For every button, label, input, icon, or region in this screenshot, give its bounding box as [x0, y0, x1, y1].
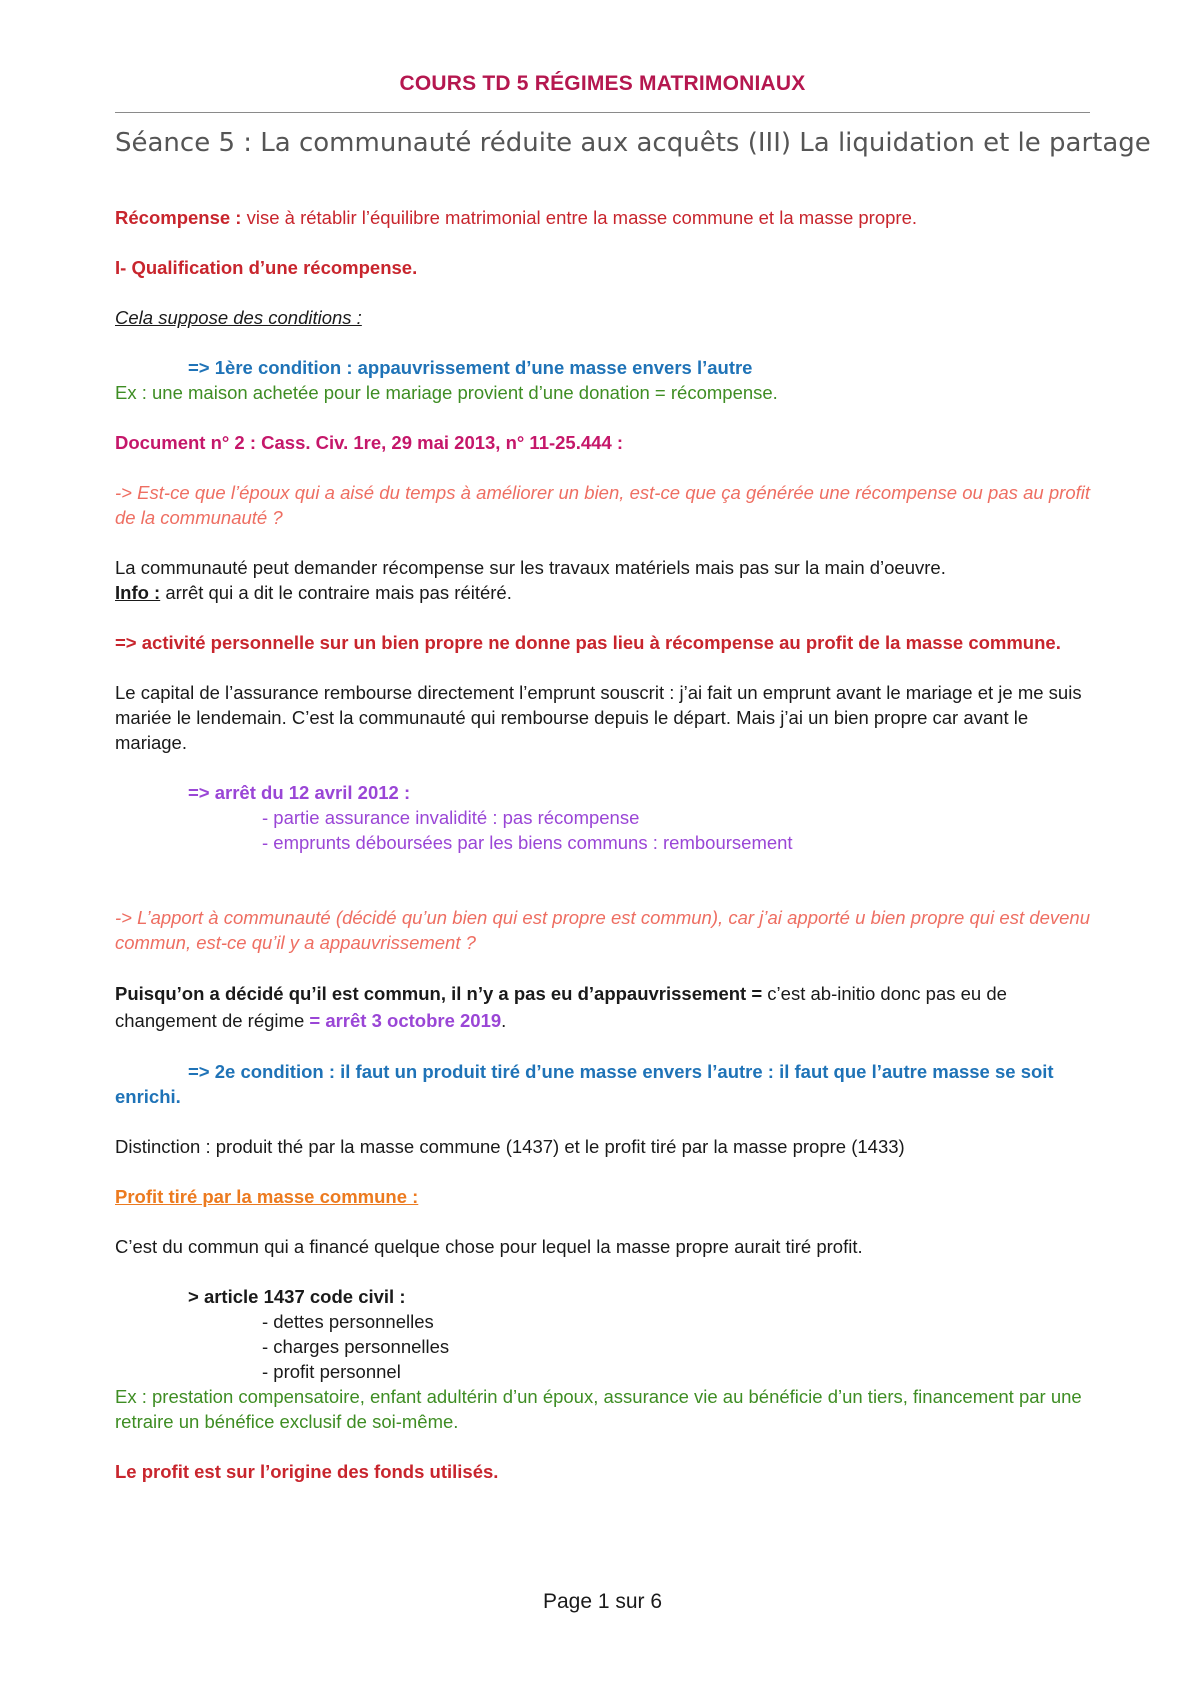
info-text: arrêt qui a dit le contraire mais pas réitéré. [160, 582, 512, 603]
assurance-paragraph: Le capital de l’assurance rembourse directement l’emprunt souscrit : j’ai fait un emprunt avant le mariage et je me suis mariée le lendemain. C’est la communauté qui rembourse depuis le départ. Mais j’ai un bien propre car avant le mariage. [115, 682, 1082, 753]
article-item: - dettes personnelles [262, 1311, 434, 1332]
section-heading: I- Qualification d’une récompense. [115, 257, 418, 278]
profit-heading: Profit tiré par la masse commune : [115, 1186, 419, 1207]
article-reference: > article 1437 code civil : [188, 1286, 406, 1307]
answer-two-end: . [501, 1010, 507, 1031]
example-two: Ex : prestation compensatoire, enfant adultérin d’un époux, assurance vie au bénéficie d’un tiers, financement par une retraire un bénéfice exclusif de soi-même. [115, 1386, 1082, 1432]
info-label: Info : [115, 582, 161, 603]
session-title: Séance 5 : La communauté réduite aux acquêts (III) La liquidation et le partage [115, 128, 1151, 158]
answer-one: La communauté peut demander récompense sur les travaux matériels mais pas sur la main d’oeuvre. [115, 557, 946, 578]
arret-2012-item: - emprunts déboursées par les biens communs : remboursement [262, 832, 793, 853]
conclusion: Le profit est sur l’origine des fonds utilisés. [115, 1461, 499, 1482]
course-title: COURS TD 5 RÉGIMES MATRIMONIAUX [399, 72, 806, 95]
question-one: -> Est-ce que l’époux qui a aisé du temps à améliorer un bien, est-ce que ça générée une récompense ou pas au profit de la communauté ? [115, 482, 1090, 528]
profit-text: C’est du commun qui a financé quelque chose pour lequel la masse propre aurait tiré profit. [115, 1236, 863, 1257]
conditions-intro: Cela suppose des conditions : [115, 307, 362, 328]
recompense-definition [115, 205, 1090, 230]
recompense-text: vise à rétablir l’équilibre matrimonial entre la masse commune et la masse propre. [241, 207, 917, 228]
arret-2019-link: = arrêt 3 octobre 2019 [309, 1010, 502, 1031]
document-body [115, 205, 1090, 1484]
answer-two-bold: Puisqu’on a décidé qu’il est commun, il n’y a pas eu d’appauvrissement = [115, 983, 763, 1004]
info-line [115, 580, 1090, 605]
condition-two: => 2e condition : il faut un produit tiré d’une masse envers l’autre : il faut que l’autre masse se soit enrichi. [115, 1061, 1054, 1107]
condition-one-example: Ex : une maison achetée pour le mariage provient d’une donation = récompense. [115, 382, 778, 403]
article-item: - profit personnel [262, 1361, 401, 1382]
recompense-label: Récompense : [115, 207, 242, 228]
distinction-line: Distinction : produit thé par la masse commune (1437) et le profit tiré par la masse propre (1433) [115, 1136, 905, 1157]
answer-two-text: c’est ab-initio donc pas eu de changement de régime [115, 983, 1007, 1031]
principle-one: => activité personnelle sur un bien propre ne donne pas lieu à récompense au profit de la masse commune. [115, 632, 1061, 653]
article-item: - charges personnelles [262, 1336, 450, 1357]
header-divider [115, 112, 1090, 113]
page-number: Page 1 sur 6 [542, 1590, 663, 1613]
condition-one: => 1ère condition : appauvrissement d’une masse envers l’autre [188, 357, 753, 378]
arret-2012-heading: => arrêt du 12 avril 2012 : [188, 782, 411, 803]
arret-2012-item: - partie assurance invalidité : pas récompense [262, 807, 640, 828]
answer-two [115, 980, 1090, 1034]
question-two: -> L’apport à communauté (décidé qu’un bien qui est propre est commun), car j’ai apporté u bien propre qui est devenu commun, est-ce qu’il y a appauvrissement ? [115, 907, 1090, 953]
document-reference: Document n° 2 : Cass. Civ. 1re, 29 mai 2013, n° 11-25.444 : [115, 432, 624, 453]
